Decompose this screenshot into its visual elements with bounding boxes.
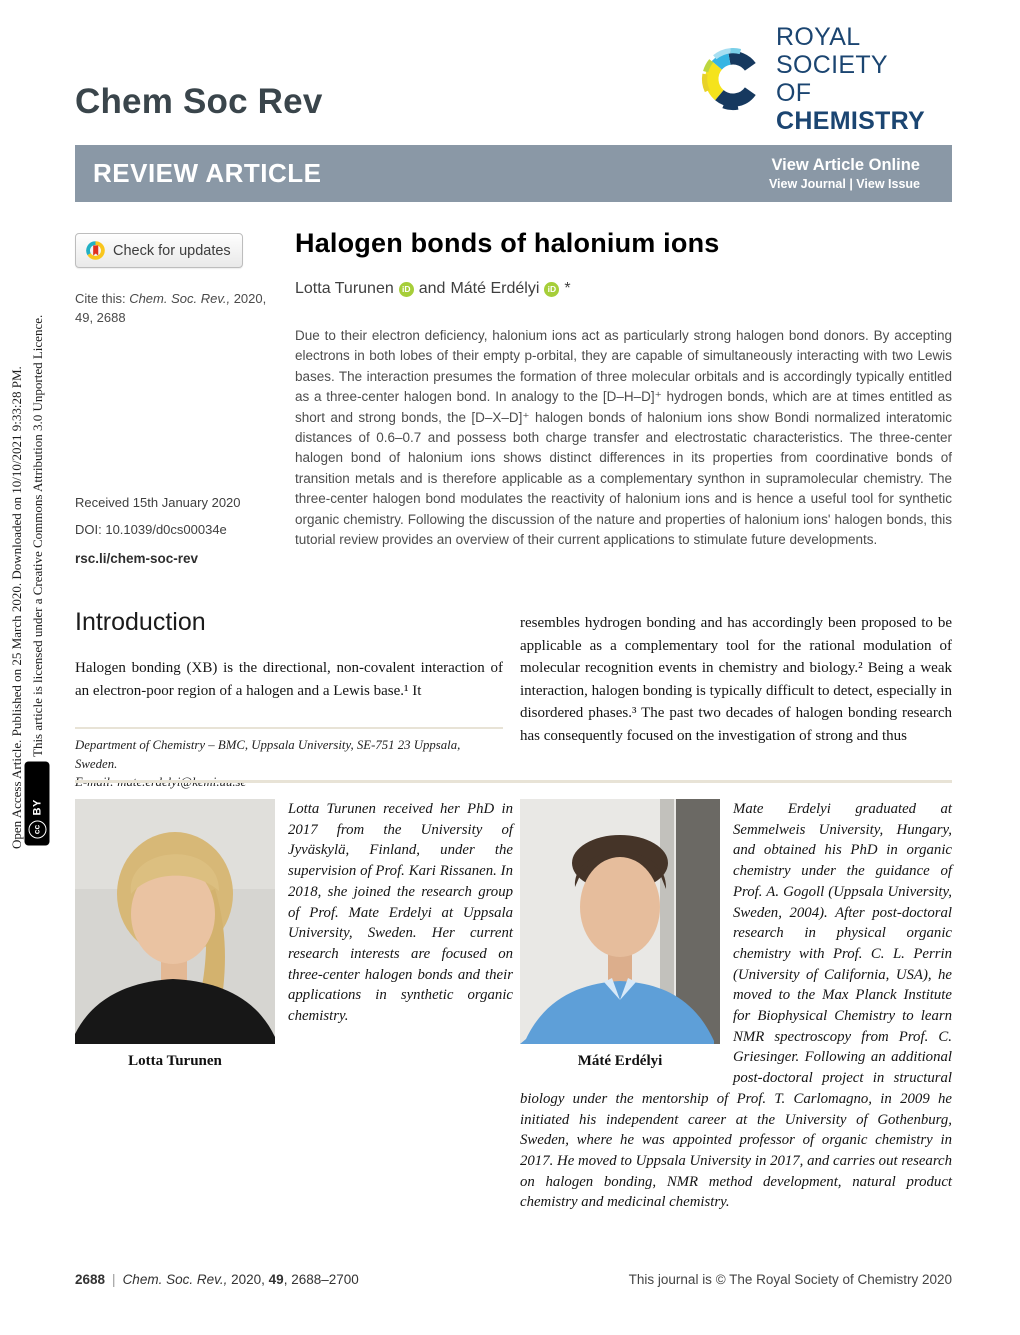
cc-by-license-badge[interactable]	[25, 762, 50, 846]
cc-icon: cc	[28, 821, 46, 839]
open-access-sidebar-line2: This article is licensed under a Creative Commons Attribution 3.0 Unported Licence.	[30, 314, 45, 757]
introduction-heading: Introduction	[75, 608, 206, 636]
view-issue-link[interactable]: View Issue	[856, 177, 920, 191]
intro-column-right: resembles hydrogen bonding and has accordingly been proposed to be applicable as a complementary tool for the rational modulation of molecular recognition events in chemistry and biology.² Being a weak interaction, halogen bonding is typically difficult to detect, especially in disordered phases.³ The past two decades of halogen bonding research has consequently focused on the investigation of strong and thus	[520, 615, 952, 744]
rsc-c-icon	[700, 41, 766, 117]
photo-caption-lotta: Lotta Turunen	[128, 1053, 222, 1069]
check-for-updates-label: Check for updates	[113, 242, 231, 259]
footer-year: 2020,	[227, 1272, 269, 1287]
cite-year: 2020,	[230, 291, 267, 306]
footer-separator: |	[112, 1272, 116, 1287]
view-article-online-link[interactable]: View Article Online	[771, 156, 920, 174]
biography-mate-erdelyi	[520, 799, 952, 1213]
article-title: Halogen bonds of halonium ions	[295, 228, 720, 258]
photo-block-mate	[520, 799, 720, 1070]
view-journal-link[interactable]: View Journal	[768, 177, 846, 191]
check-for-updates-button[interactable]	[75, 233, 243, 268]
mate-erdelyi-photo	[520, 799, 720, 1044]
journal-url-link[interactable]: rsc.li/chem-soc-rev	[75, 551, 199, 566]
footer-journal: Chem. Soc. Rev.,	[122, 1272, 228, 1287]
cite-volume-page: 49, 2688	[75, 310, 126, 325]
doi: DOI: 10.1039/d0cs00034e	[75, 522, 227, 537]
intro-column-left: Halogen bonding (XB) is the directional, non-covalent interaction of an electron-poor region of a halogen and a Lewis base.¹ It	[75, 660, 503, 699]
view-online-block	[769, 156, 920, 191]
received-date: Received 15th January 2020	[75, 495, 241, 510]
affiliation-text: Department of Chemistry – BMC, Uppsala University, SE-751 23 Uppsala, Sweden.	[75, 738, 461, 771]
cite-journal: Chem. Soc. Rev.,	[129, 291, 231, 306]
history-block	[75, 489, 241, 543]
footer-citation	[75, 1272, 359, 1287]
check-updates-icon	[86, 241, 105, 260]
orcid-icon[interactable]: iD	[544, 282, 559, 297]
author-1: Lotta Turunen	[295, 280, 394, 297]
cite-this-block	[75, 289, 290, 327]
bio-text-lotta: Lotta Turunen received her PhD in 2017 from the University of Jyväskylä, Finland, under the supervision of Prof. Kari Rissanen. In 2018, she joined the research group of Prof. Mate Erdelyi at Uppsala University, Sweden. Her current research interests are focused on three-center halogen bonds and their applications in synthetic organic chemistry.	[288, 801, 513, 1025]
cite-label: Cite this:	[75, 291, 130, 306]
corresponding-author-mark: *	[564, 280, 571, 297]
bio-text-mate: Mate Erdelyi graduated at Semmelweis University, Hungary, and obtained his PhD in organic chemistry under the guidance of Prof. A. Gogoll (Uppsala University, Sweden, 2004). After post-doctoral research in physical organic chemistry with Prof. C. L. Perrin (University of California, USA), he moved to the Max Planck Institute for Biophysical Chemistry to learn NMR spectroscopy from Prof. C. Griesinger. Following an additional post-doctoral project in structural biology under the mentorship of Prof. T. Carlomagno, in 2009 he initiated his independent career at the University of Gothenburg, Sweden, where he was appointed professor of organic chemistry in 2017. He moved to Uppsala University in 2017, and carries out research on halogen bonding, NMR method development, natural product chemistry and medicinal chemistry.	[520, 801, 952, 1211]
photo-block-lotta	[75, 799, 275, 1070]
biography-divider	[75, 780, 952, 783]
open-access-sidebar-line1: Open Access Article. Published on 25 March 2020. Downloaded on 10/10/2021 9:33:28 PM.	[9, 366, 24, 849]
biography-lotta-turunen	[75, 799, 513, 1070]
affiliation-footnote	[75, 736, 503, 792]
photo-caption-mate: Máté Erdélyi	[577, 1053, 663, 1069]
author-line	[295, 280, 571, 298]
abstract-text: Due to their electron deficiency, halonium ions act as particularly strong halogen bond donors. By accepting electrons in both lobes of their empty p-orbital, they are capable of simultaneously interacting with two Lewis bases. The interaction presumes the formation of three molecular orbitals and is accordingly typically entitled as a three-center halogen bond. In analogy to the [D–H–D]⁺ hydrogen bonds, which are at times entitled as short and strong bonds, the [D–X–D]⁺ halogen bonds of halonium ions show Bondi normalized interatomic distances of 0.6–0.7 and possess both charge transfer and electrostatic characteristics. The three-center halogen bond of halonium ions shows distinct differences in its properties from coordinative bonds of transition metals and is therefore applicable as a complementary synthon in supramolecular chemistry. The three-center halogen bond modulates the reactivity of halonium ions and is hence a useful tool for synthetic organic chemistry. Following the discussion of the nature and properties of halonium ions' halogen bonds, this tutorial review provides an overview of their current applications to stimulate future developments.	[295, 328, 952, 548]
author-conjunction: and	[418, 280, 446, 297]
rsc-logo	[700, 23, 952, 135]
rsc-logo-text: ROYAL SOCIETY OF CHEMISTRY	[776, 23, 926, 135]
review-article-banner	[75, 145, 952, 202]
author-2: Máté Erdélyi	[450, 280, 540, 297]
footnote-divider	[75, 727, 503, 729]
footer-volume: 49	[268, 1272, 284, 1287]
lotta-turunen-photo	[75, 799, 275, 1044]
footer-page-number: 2688	[75, 1272, 106, 1287]
footer-copyright: This journal is © The Royal Society of Chemistry 2020	[628, 1272, 952, 1287]
article-type-label: REVIEW ARTICLE	[93, 158, 322, 188]
cc-by-label: BY	[31, 799, 43, 816]
orcid-icon[interactable]: iD	[399, 282, 414, 297]
banner-link-separator: |	[849, 177, 853, 191]
journal-title: Chem Soc Rev	[75, 82, 323, 121]
footer-pages: , 2688–2700	[283, 1272, 359, 1287]
